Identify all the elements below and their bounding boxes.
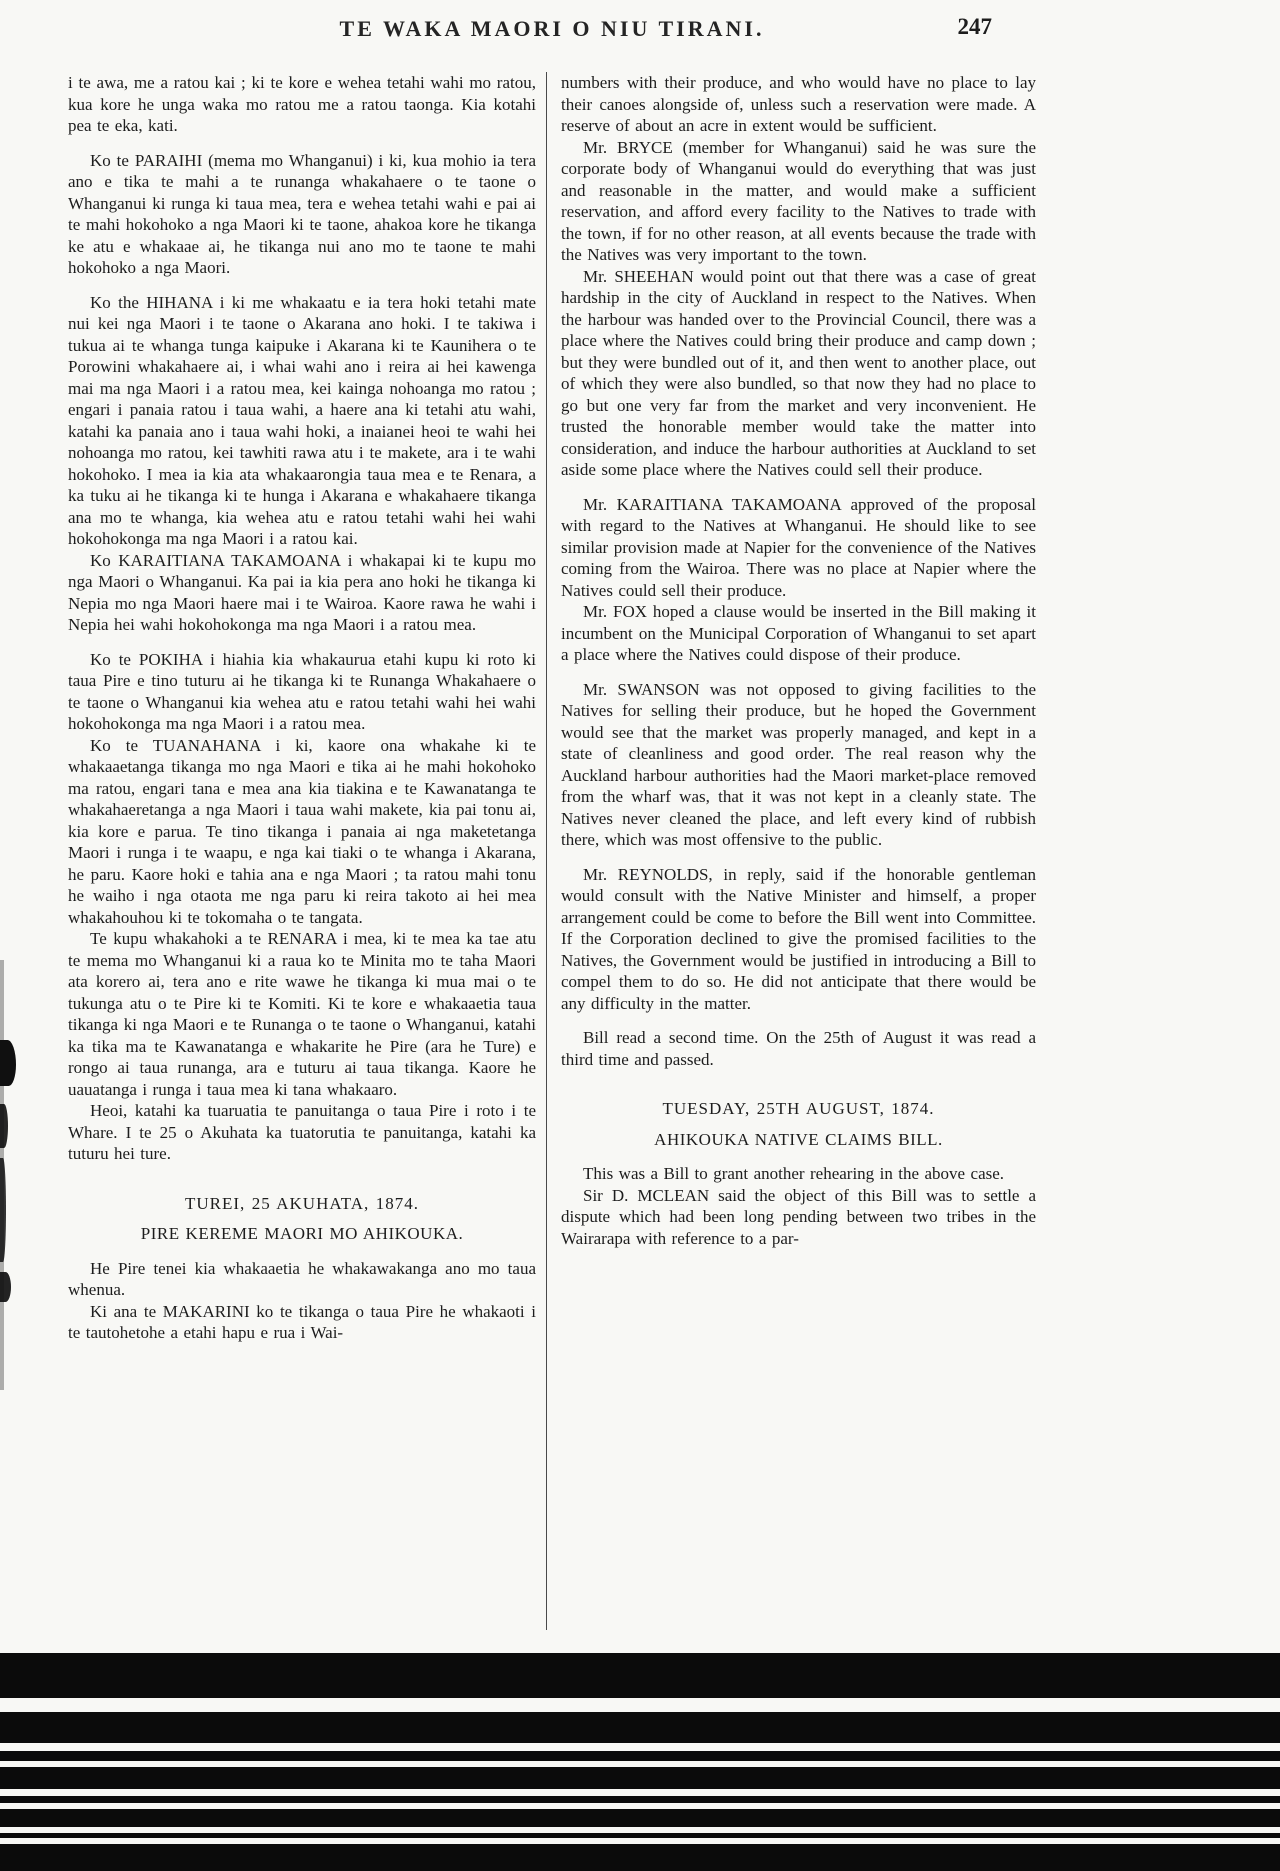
paragraph: Mr. SWANSON was not opposed to giving facilities to the Natives for selling their produce, but he hoped the Government would see that the market was properly managed, and kept in a state of cleanliness and good order. The real reason why the Auckland harbour authorities had the Maori market-place removed from the wharf was, that it was not kept in a cleanly state. The Natives never cleaned the place, and left every kind of rubbish there, which was most offensive to the public. <box>561 679 1036 849</box>
section-subheading: PIRE KEREME MAORI MO AHIKOUKA. <box>140 1224 464 1243</box>
paragraph: i te awa, me a ratou kai ; ki te kore e wehea tetahi wahi mo ratou, kua kore he unga waka mo ratou me a ratou taonga. Kia kotahi pea te eka, kati. <box>68 73 536 135</box>
paragraph: Mr. SHEEHAN would point out that there was a case of great hardship in the city of Auckland in respect to the Natives. When the harbour was handed over to the Provincial Council, there was a place where the Natives could bring their produce and camp down ; but they were bundled out of it, and then went to another place, out of which they were also bundled, so that now they had no place to go but one very far from the market and very inconvenient. He trusted the honorable member would take the matter into consideration, and induce the harbour authorities at Auckland to set aside some place where the Natives could sell their produce. <box>561 266 1036 479</box>
ink-smudge <box>0 1272 11 1302</box>
scan-bar <box>0 1844 1280 1871</box>
paragraph: Ko the HIHANA i ki me whakaatu e ia tera hoki tetahi mate nui kei nga Maori i te taone o Akarana ano hoki. I te takiwa i tukua ai te whanga tunga kaipuke i Akarana ki te Kaunihera o te Porowini whakahaere ai, i whai wahi ano i reira ai hei kawenga mai ma nga Maori i a ratou mea, kei kainga nohoanga mo ratou ; engari i panaia ratou i taua wahi, a haere ana ki tetahi atu wahi, katahi ka panaia ano i taua wahi hoki, a inaianei heoi te wahi hei nohoanga mo ratou, kei tawhiti rawa atu i te makete, ara i te wahi hokohoko. I mea ia kia ata whakaarongia taua mea e te Renara, a ka tuku ai he tikanga ki te hunga i Akarana e whakahaere tikanga ana mo te whanga, kia wehea atu e ratou tetahi wahi hei wahi hokohokonga ma nga Maori i a ratou kai. <box>68 292 536 548</box>
scan-bar <box>0 1796 1280 1803</box>
paragraph: This was a Bill to grant another rehearing in the above case. <box>583 1164 1005 1183</box>
paragraph: Mr. REYNOLDS, in reply, said if the honorable gentleman would consult with the Native Minister and himself, a proper arrangement could be come to before the Bill went into Committee. If the Corporation declined to give the promised facilities to the Natives, the Government would be justified in introducing a Bill to compel them to do so. He did not anticipate that there would be any difficulty in the matter. <box>561 864 1036 1013</box>
ink-smudge <box>0 1040 16 1086</box>
paragraph: Mr. BRYCE (member for Whanganui) said he was sure the corporate body of Whanganui would do everything that was just and reasonable in the matter, and would make a sufficient reservation, and afford every facility to the Natives to trade with the town, if for no other reason, at all events because the trade with the Natives was very important to the town. <box>561 137 1036 264</box>
paragraph: Te kupu whakahoki a te RENARA i mea, ki te mea ka tae atu te mema mo Whanganui ki a raua ko te Minita mo te taha Maori ata korero ai, tera ano e rite wawe he tikanga ki mua mai o te tukunga atu o te Pire ki te Komiti. Ki te kore e whakaaetia taua tikanga ki nga Maori e te Runanga o te taone o Whanganui, katahi ka tika ma te Kawanatanga e whakarite he Pire (ara he Ture) e rongo ai taua runanga, ara e tuturu ai taua tikanga. Kaore he uauatanga i runga i taua mea ki tana whakaaro. <box>68 929 536 1099</box>
ink-smudge <box>0 1158 6 1262</box>
paragraph: numbers with their produce, and who would have no place to lay their canoes alongside of, unless such a reservation were made. A reserve of about an acre in extent would be sufficient. <box>561 73 1036 135</box>
paragraph: Ko te POKIHA i hiahia kia whakaurua etahi kupu ki roto ki taua Pire e tino tuturu ai he tikanga ki te Runanga Whakahaere o te taone o Whanganui kia wehea atu e ratou tetahi wahi hei wahi hokohokonga ma nga Maori i a ratou mea. <box>68 649 536 733</box>
section-heading: TUESDAY, 25TH AUGUST, 1874. <box>662 1099 935 1118</box>
section-heading: TUREI, 25 AKUHATA, 1874. <box>184 1193 419 1213</box>
scan-bar <box>0 1712 1280 1743</box>
paragraph: Mr. FOX hoped a clause would be inserted in the Bill making it incumbent on the Municipal Corporation of Whanganui to set apart a place where the Natives could dispose of their produce. <box>561 602 1036 664</box>
section-subheading: AHIKOUKA NATIVE CLAIMS BILL. <box>654 1129 943 1149</box>
scan-bar <box>0 1809 1280 1827</box>
ink-smudge <box>0 1104 8 1148</box>
scan-bar <box>0 1751 1280 1761</box>
left-column <box>68 72 546 1630</box>
paragraph: Bill read a second time. On the 25th of August it was read a third time and passed. <box>561 1028 1036 1069</box>
scan-bar <box>0 1653 1280 1698</box>
paragraph: Ki ana te MAKARINI ko te tikanga o taua Pire he whakaoti i te tautohetohe a etahi hapu e rua i Wai- <box>68 1301 536 1342</box>
paragraph: Ko KARAITIANA TAKAMOANA i whakapai ki te kupu mo nga Maori o Whanganui. Ka pai ia kia pera ano hoki he tikanga ki Nepia mo nga Maori haere mai i te Wairoa. Kaore rawa he wahi i Nepia hei wahi hokohokonga ma nga Maori i a ratou mea. <box>68 550 536 634</box>
page-title: TE WAKA MAORI O NIU TIRANI. <box>339 16 765 41</box>
masthead <box>68 16 1036 50</box>
paragraph: Ko te PARAIHI (mema mo Whanganui) i ki, kua mohio ia tera ano e tika te mahi a te runanga whakahaere o te taone o Whanganui ki runga ki taua mea, tera e wehea tetahi wahi e pai ai te mahi hokohoko a nga Maori ki te taone, ahakoa kore he tikanga ke atu e whakaae ai, he tikanga nui ano mo te taone te mahi hokohoko a nga Maori. <box>68 150 536 277</box>
page-content <box>68 16 1036 1630</box>
paragraph: Sir D. MCLEAN said the object of this Bill was to settle a dispute which had been long pending between two tribes in the Wairarapa with reference to a par- <box>561 1185 1036 1248</box>
page-number: 247 <box>957 14 992 39</box>
paragraph: Ko te TUANAHANA i ki, kaore ona whakahe ki te whakaaetanga tikanga mo nga Maori e tika ai he mahi hokohoko ma ratou, engari tana e mea ana kia tiakina e te Kawanatanga te whakahaeretanga a nga Maori i taua wahi makete, kia pai tonu ai, kia kore e parua. Te tino tikanga i panaia ai nga maketetanga Maori i runga i te waapu, e nga kai tiaki o te whanga i Akarana, he paru. Kaore hoki e tahia ana e nga Maori ; ta ratou mahi tonu he waiho i nga otaota me nga paru ki reira takoto ai hei mea whakahouhou ki te tokomaha o te tangata. <box>68 735 536 927</box>
scan-bar <box>0 1767 1280 1789</box>
columns <box>68 72 1036 1630</box>
paragraph: Mr. KARAITIANA TAKAMOANA approved of the proposal with regard to the Natives at Whanganui. He should like to see similar provision made at Napier for the convenience of the Natives coming from the Wairoa. There was no place at Napier where the Natives could sell their produce. <box>561 494 1036 600</box>
paragraph: Heoi, katahi ka tuaruatia te panuitanga o taua Pire i roto i te Whare. I te 25 o Akuhata ka tuatorutia te panuitanga, katahi ka tuturu hei ture. <box>68 1101 536 1163</box>
right-column <box>546 72 1036 1630</box>
paragraph: He Pire tenei kia whakaaetia he whakawakanga ano mo taua whenua. <box>68 1258 536 1299</box>
scan-bar <box>0 1833 1280 1838</box>
